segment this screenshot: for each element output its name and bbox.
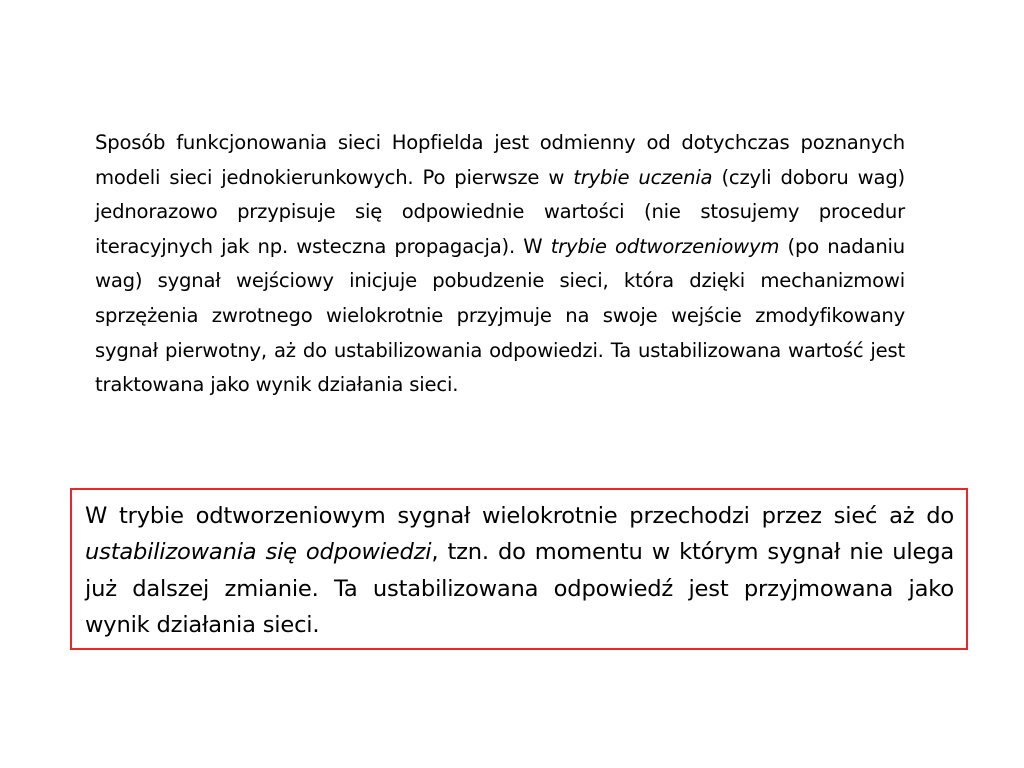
main-paragraph-text-3: (po nadaniu wag) sygnał wejściowy inicjuje pobudzenie sieci, która dzięki mechanizmowi sprzężenia zwrotnego wielokrotnie przyjmuje na swoje wejście zmodyfikowany sygnał pierwotny, aż do ustabilizowania odpowiedzi. Ta ustabilizowana wartość jest traktowana jako wynik działania sieci.: [95, 234, 905, 397]
callout-paragraph: [85, 498, 954, 643]
main-paragraph-emphasis-2: trybie odtworzeniowym: [550, 234, 780, 258]
main-paragraph: [95, 126, 905, 403]
callout-text-1: W trybie odtworzeniowym sygnał wielokrotnie przechodzi przez sieć aż do: [85, 503, 954, 529]
main-paragraph-text-1: Sposób funkcjonowania sieci Hopfielda jest odmienny od dotychczas poznanych modeli sieci jednokierunkowych. Po pierwsze w: [95, 131, 905, 189]
callout-text-2: , tzn. do momentu w którym sygnał nie ulega już dalszej zmianie. Ta ustabilizowana odpowiedź jest przyjmowana jako wynik działania sieci.: [85, 539, 954, 638]
callout-box: [70, 488, 968, 650]
main-paragraph-emphasis-1: trybie uczenia: [573, 165, 713, 189]
main-paragraph-text-2: (czyli doboru wag) jednorazowo przypisuje się odpowiednie wartości (nie stosujemy procedur iteracyjnych jak np. wsteczna propagacja). W: [95, 165, 905, 258]
callout-emphasis: ustabilizowania się odpowiedzi: [85, 539, 432, 566]
